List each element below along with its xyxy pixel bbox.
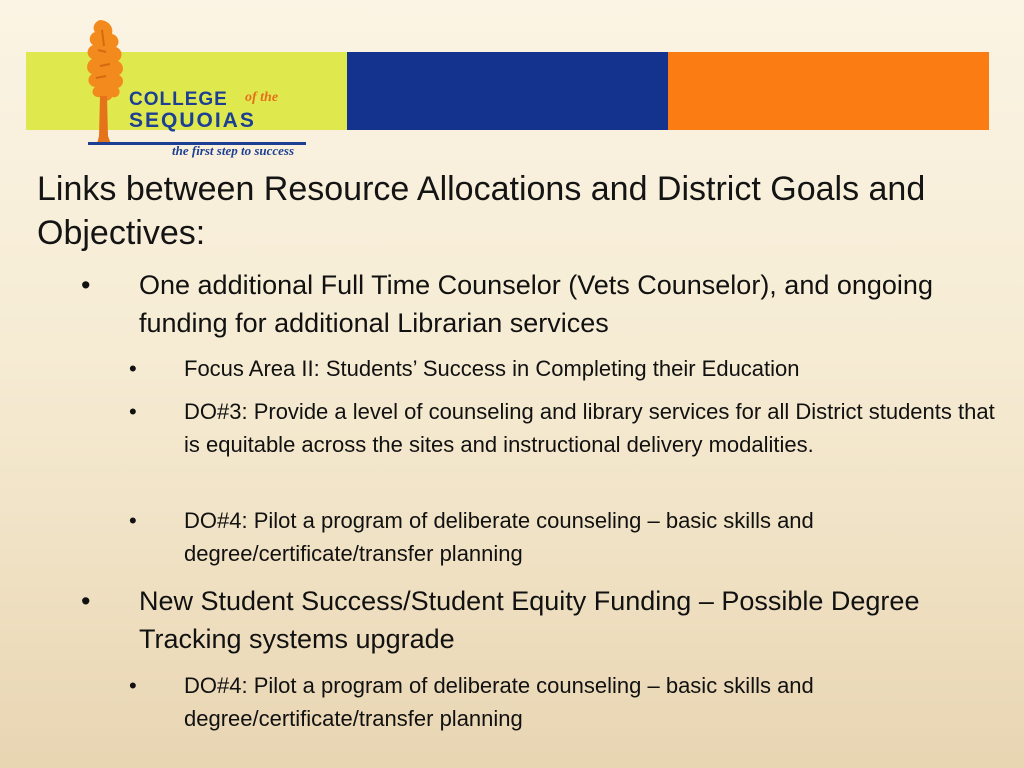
banner-blue-block	[347, 52, 668, 130]
banner-orange-block	[668, 52, 989, 130]
logo-college-text: COLLEGE	[129, 89, 228, 110]
sub-bullet-item	[129, 669, 999, 735]
bullet-marker: •	[81, 586, 91, 616]
bullet-marker: •	[129, 356, 137, 381]
slide-title: Links between Resource Allocations and District Goals and Objectives:	[37, 170, 926, 252]
bullet-marker: •	[129, 508, 137, 533]
college-logo	[80, 16, 320, 161]
logo-sequoias-text: SEQUOIAS	[129, 109, 256, 132]
sub-bullet-text: DO#4: Pilot a program of deliberate counseling – basic skills and degree/certificate/transfer planning	[184, 508, 814, 566]
sub-bullet-item	[129, 395, 999, 461]
sub-bullet-item	[129, 504, 999, 570]
bullet-marker: •	[129, 673, 137, 698]
sub-bullet-text: DO#3: Provide a level of counseling and library services for all District students that is equitable across the sites and instructional delivery modalities.	[184, 399, 995, 457]
bullet-text: One additional Full Time Counselor (Vets Counselor), and ongoing funding for additional Librarian services	[139, 270, 933, 338]
bullet-item	[81, 266, 999, 342]
sub-bullet-text: DO#4: Pilot a program of deliberate counseling – basic skills and degree/certificate/transfer planning	[184, 673, 814, 731]
bullet-marker: •	[129, 399, 137, 424]
bullet-marker: •	[81, 270, 91, 300]
sub-bullet-text: Focus Area II: Students’ Success in Completing their Education	[184, 356, 800, 381]
sub-bullet-item	[129, 352, 999, 385]
bullet-text: New Student Success/Student Equity Funding – Possible Degree Tracking systems upgrade	[139, 586, 920, 654]
bullet-item	[81, 582, 999, 658]
logo-tagline: the first step to success	[172, 143, 295, 158]
logo-of-the-text: of the	[245, 90, 279, 105]
